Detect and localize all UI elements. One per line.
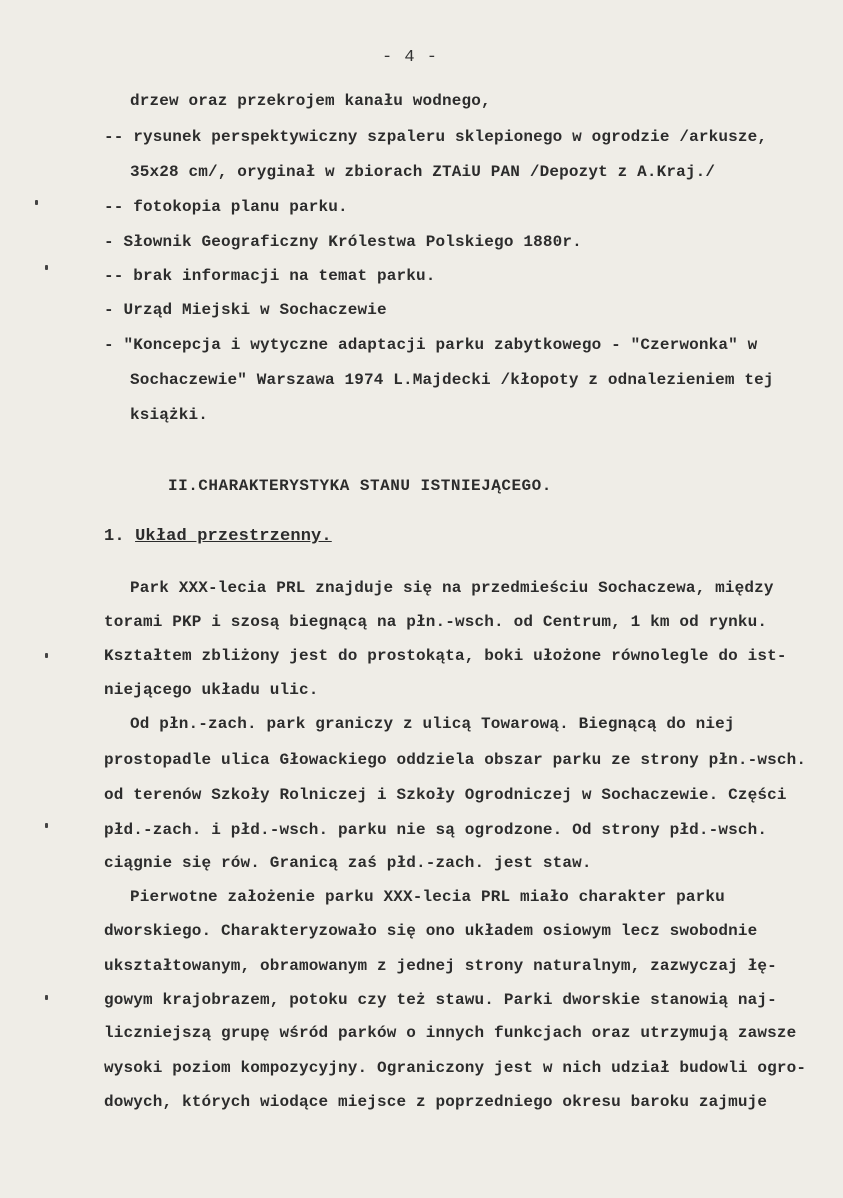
paragraph-line: dowych, których wiodące miejsce z poprzedniego okresu baroku zajmuje xyxy=(104,1093,768,1111)
margin-mark xyxy=(45,265,48,270)
subheading-title: Układ przestrzenny. xyxy=(135,527,332,546)
text-line: -- rysunek perspektywiczny szpaleru sklepionego w ogrodzie /arkusze, xyxy=(104,128,768,146)
paragraph-line: od terenów Szkoły Rolniczej i Szkoły Ogrodniczej w Sochaczewie. Części xyxy=(104,786,787,804)
text-line: - Słownik Geograficzny Królestwa Polskiego 1880r. xyxy=(104,233,582,251)
paragraph-line: dworskiego. Charakteryzowało się ono układem osiowym lecz swobodnie xyxy=(104,922,758,940)
paragraph-line: Pierwotne założenie parku XXX-lecia PRL miało charakter parku xyxy=(130,888,725,906)
text-line: 35x28 cm/, oryginał w zbiorach ZTAiU PAN /Depozyt z A.Kraj./ xyxy=(130,163,716,181)
margin-mark xyxy=(45,823,48,828)
section-heading: II.CHARAKTERYSTYKA STANU ISTNIEJĄCEGO. xyxy=(168,477,552,495)
text-line: - Urząd Miejski w Sochaczewie xyxy=(104,301,387,319)
subheading xyxy=(104,527,332,547)
paragraph-line: prostopadle ulica Głowackiego oddziela obszar parku ze strony płn.-wsch. xyxy=(104,751,807,769)
text-line: Sochaczewie" Warszawa 1974 L.Majdecki /kłopoty z odnalezieniem tej xyxy=(130,371,774,389)
margin-mark xyxy=(45,653,48,658)
margin-mark xyxy=(45,995,48,1000)
paragraph-line: płd.-zach. i płd.-wsch. parku nie są ogrodzone. Od strony płd.-wsch. xyxy=(104,821,768,839)
paragraph-line: liczniejszą grupę wśród parków o innych funkcjach oraz utrzymują zawsze xyxy=(104,1024,797,1042)
paragraph-line: wysoki poziom kompozycyjny. Ograniczony jest w nich udział budowli ogro- xyxy=(104,1059,807,1077)
text-line: książki. xyxy=(130,406,209,424)
paragraph-line: ciągnie się rów. Granicą zaś płd.-zach. jest staw. xyxy=(104,854,592,872)
text-line: -- brak informacji na temat parku. xyxy=(104,267,436,285)
subheading-number: 1. xyxy=(104,527,125,546)
text-line: - "Koncepcja i wytyczne adaptacji parku zabytkowego - "Czerwonka" w xyxy=(104,336,758,354)
text-line: drzew oraz przekrojem kanału wodnego, xyxy=(130,92,491,110)
text-line: -- fotokopia planu parku. xyxy=(104,198,348,216)
paragraph-line: Park XXX-lecia PRL znajduje się na przedmieściu Sochaczewa, między xyxy=(130,579,774,597)
margin-mark xyxy=(35,200,38,205)
paragraph-line: niejącego układu ulic. xyxy=(104,681,319,699)
page-number: - 4 - xyxy=(382,48,439,67)
paragraph-line: ukształtowanym, obramowanym z jednej strony naturalnym, zazwyczaj łę- xyxy=(104,957,777,975)
paragraph-line: Kształtem zbliżony jest do prostokąta, boki ułożone równolegle do ist- xyxy=(104,647,787,665)
paragraph-line: torami PKP i szosą biegnącą na płn.-wsch. od Centrum, 1 km od rynku. xyxy=(104,613,768,631)
paragraph-line: Od płn.-zach. park graniczy z ulicą Towarową. Biegnącą do niej xyxy=(130,715,735,733)
paragraph-line: gowym krajobrazem, potoku czy też stawu. Parki dworskie stanowią naj- xyxy=(104,991,777,1009)
